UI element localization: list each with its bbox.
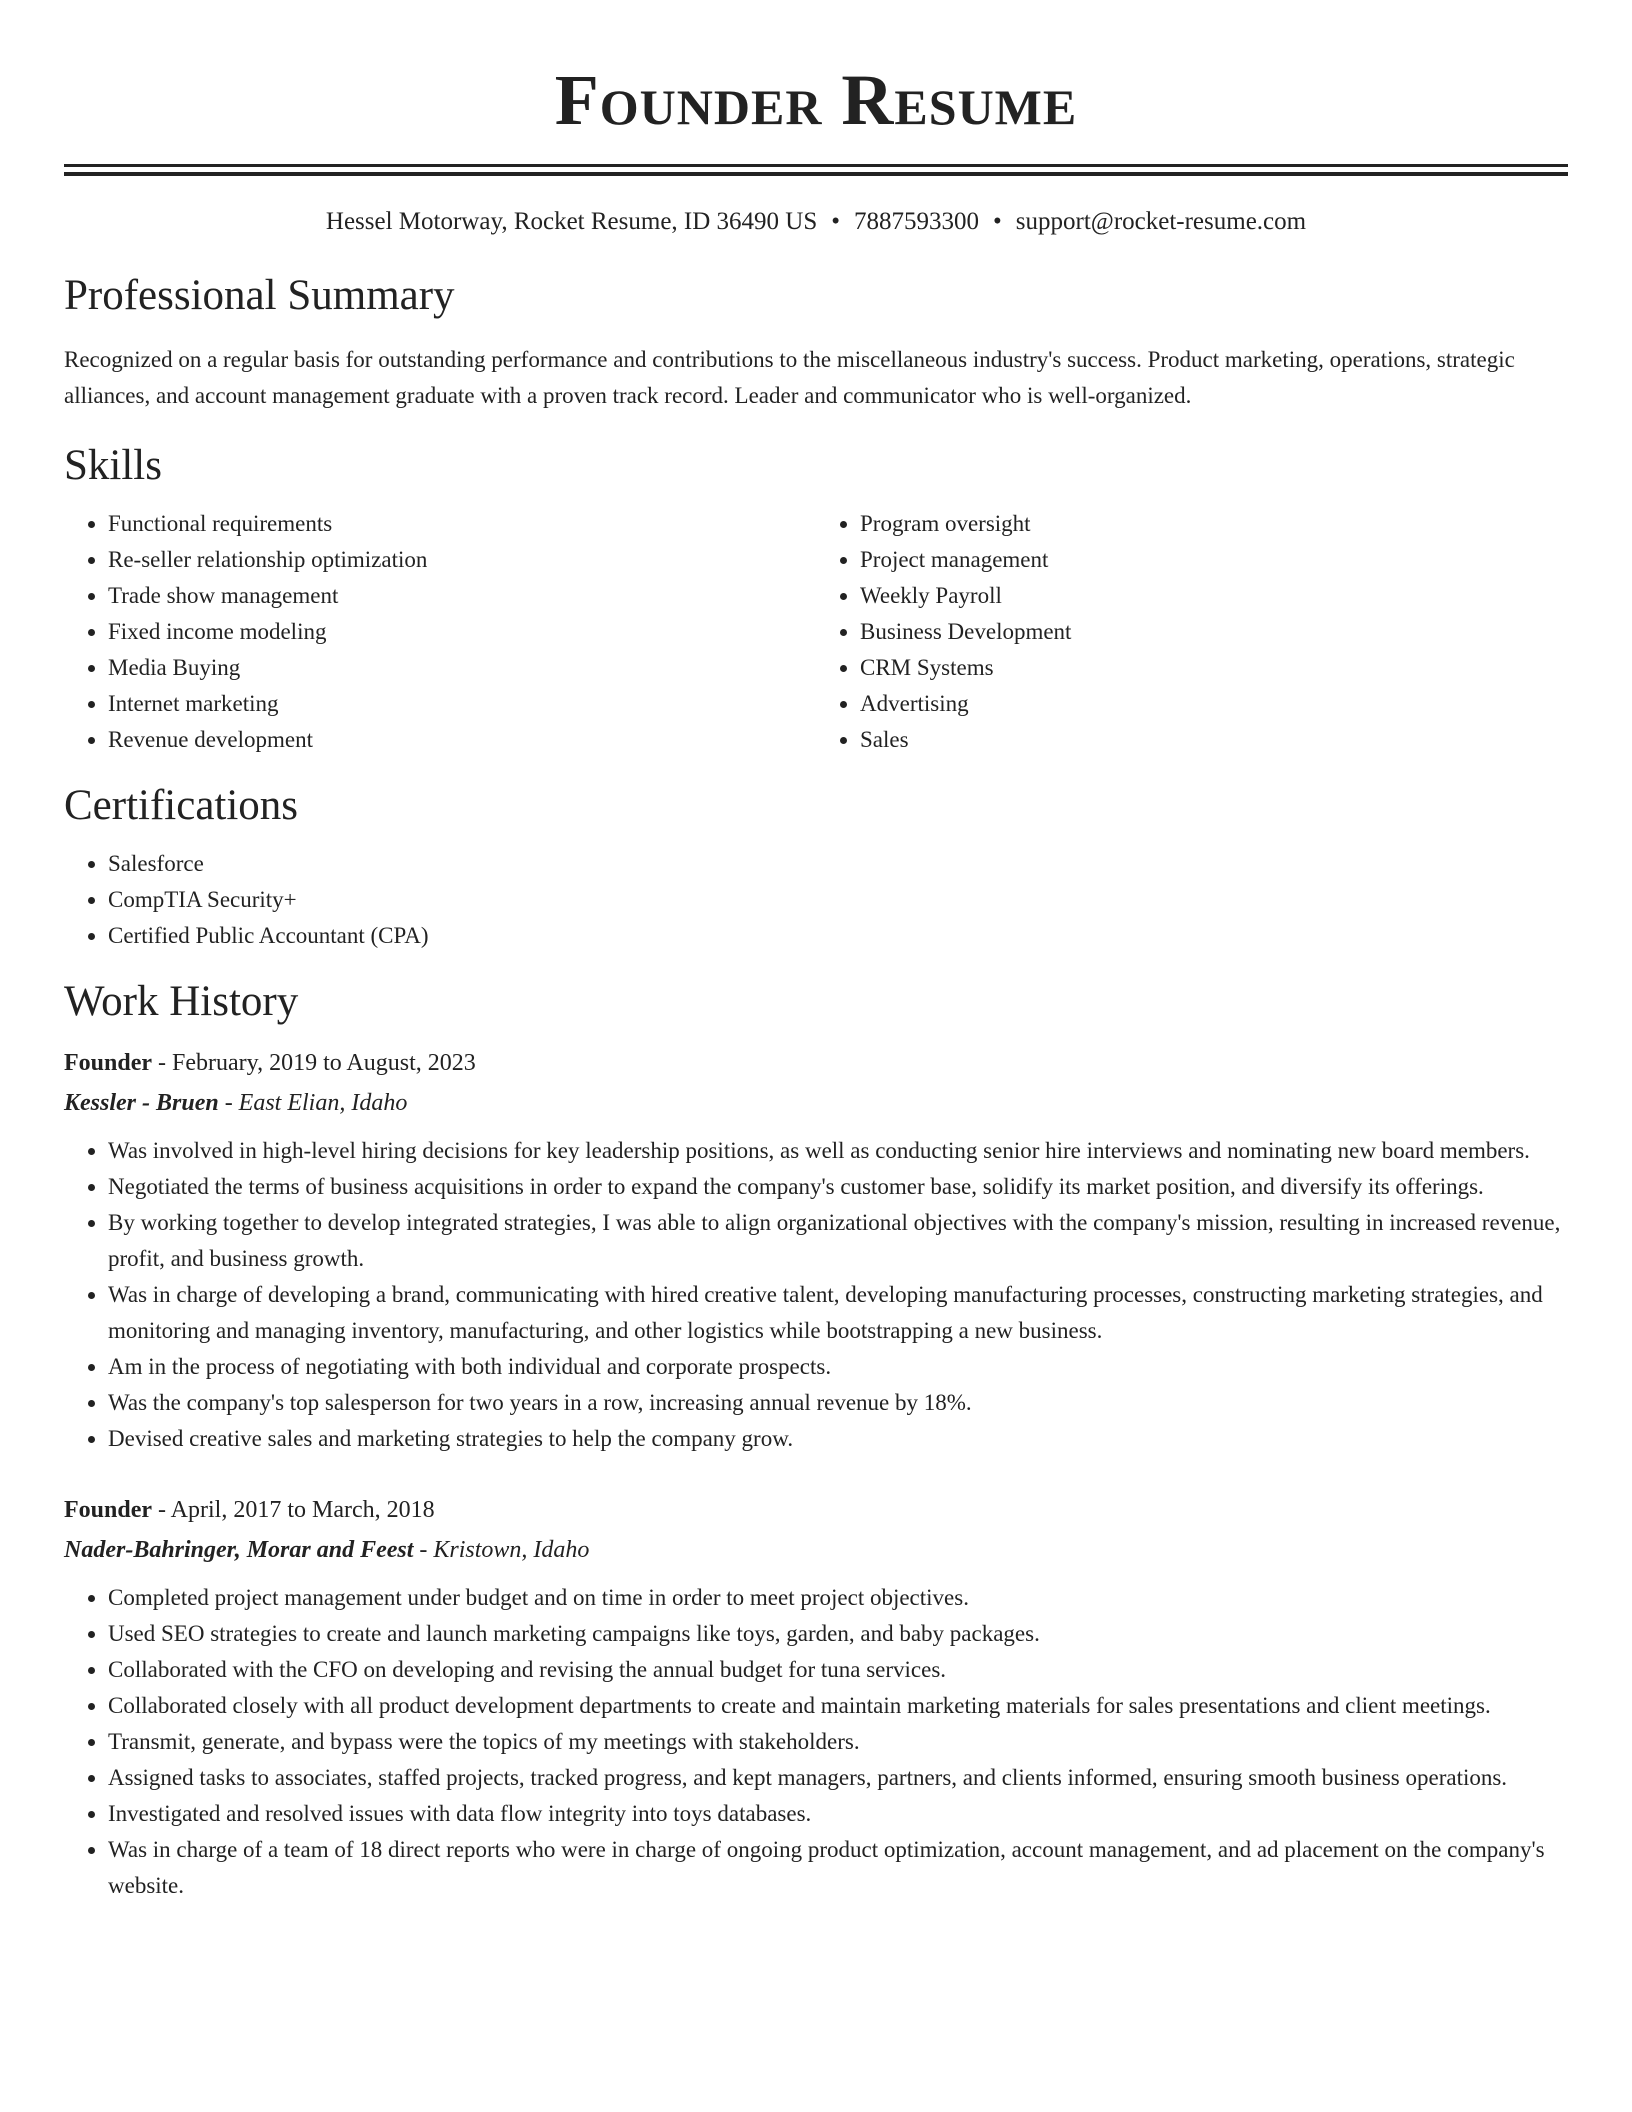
- skill-item: • Sales: [860, 722, 1568, 758]
- skill-item: • Revenue development: [108, 722, 816, 758]
- job-duty-item: • Completed project management under budget and on time in order to meet project objectives.: [108, 1580, 1568, 1616]
- job-dates: - April, 2017 to March, 2018: [152, 1497, 435, 1523]
- job-duty-item: • Collaborated with the CFO on developing and revising the annual budget for tuna services.: [108, 1652, 1568, 1688]
- contact-separator: •: [831, 208, 841, 235]
- skill-item: • CRM Systems: [860, 650, 1568, 686]
- certification-item: • Salesforce: [108, 846, 1568, 882]
- skill-item: • Project management: [860, 542, 1568, 578]
- company-name: Nader-Bahringer, Morar and Feest: [64, 1537, 414, 1563]
- title-double-rule: [64, 164, 1568, 176]
- company-line: [64, 1083, 1568, 1123]
- job-title: Founder: [64, 1497, 153, 1523]
- job-duty-item: • Devised creative sales and marketing strategies to help the company grow.: [108, 1421, 1568, 1457]
- certification-item: • CompTIA Security+: [108, 882, 1568, 918]
- skills-right-list: [816, 506, 1568, 758]
- skill-item: • Trade show management: [108, 578, 816, 614]
- company-line: [64, 1530, 1568, 1570]
- contact-phone: 7887593300: [854, 208, 980, 235]
- job-duty-item: • Used SEO strategies to create and launch marketing campaigns like toys, garden, and baby packages.: [108, 1616, 1568, 1652]
- job-dates: - February, 2019 to August, 2023: [152, 1050, 476, 1076]
- summary-heading: Professional Summary: [64, 272, 455, 319]
- skill-item: • Re-seller relationship optimization: [108, 542, 816, 578]
- company-name: Kessler - Bruen: [64, 1090, 219, 1116]
- job-duty-item: • Was involved in high-level hiring decisions for key leadership positions, as well as conducting senior hire interviews and nominating new board members.: [108, 1133, 1568, 1169]
- contact-email: support@rocket-resume.com: [1015, 208, 1307, 235]
- job-entry: [64, 1044, 1568, 1457]
- skill-item: • Program oversight: [860, 506, 1568, 542]
- job-duty-item: • Assigned tasks to associates, staffed projects, tracked progress, and kept managers, partners, and clients informed, ensuring smooth business operations.: [108, 1760, 1568, 1796]
- certification-item: • Certified Public Accountant (CPA): [108, 918, 1568, 954]
- certifications-heading: Certifications: [64, 782, 299, 829]
- skill-item: • Advertising: [860, 686, 1568, 722]
- job-duty-item: • Was the company's top salesperson for two years in a row, increasing annual revenue by 18%.: [108, 1385, 1568, 1421]
- job-duty-item: • Transmit, generate, and bypass were the topics of my meetings with stakeholders.: [108, 1724, 1568, 1760]
- skill-item: • Media Buying: [108, 650, 816, 686]
- certifications-list: [64, 846, 1568, 954]
- contact-address: Hessel Motorway, Rocket Resume, ID 36490 US: [325, 208, 818, 235]
- job-duty-item: • Negotiated the terms of business acquisitions in order to expand the company's customer base, solidify its market position, and diversify its offerings.: [108, 1169, 1568, 1205]
- skill-item: • Internet marketing: [108, 686, 816, 722]
- skills-heading: Skills: [64, 442, 162, 489]
- job-duty-item: • Was in charge of developing a brand, communicating with hired creative talent, developing manufacturing processes, constructing marketing strategies, and monitoring and managing inventory, manufacturing, and other logistics while bootstrapping a new business.: [108, 1277, 1568, 1349]
- skill-item: • Fixed income modeling: [108, 614, 816, 650]
- skill-item: • Business Development: [860, 614, 1568, 650]
- resume-page: [64, 0, 1568, 1904]
- job-duty-item: • Investigated and resolved issues with data flow integrity into toys databases.: [108, 1796, 1568, 1832]
- job-duty-item: • Am in the process of negotiating with both individual and corporate prospects.: [108, 1349, 1568, 1385]
- summary-text: Recognized on a regular basis for outstanding performance and contributions to the miscellaneous industry's success. Product marketing, operations, strategic alliances, and account management graduate with a proven track record. Leader and communicator who is well-organized.: [64, 347, 1515, 408]
- job-duties-list: [64, 1580, 1568, 1904]
- contact-line: [64, 206, 1568, 238]
- company-location: - East Elian, Idaho: [218, 1090, 408, 1116]
- job-title-line: [64, 1044, 1568, 1083]
- job-duty-item: • By working together to develop integrated strategies, I was able to align organizational objectives with the company's mission, resulting in increased revenue, profit, and business growth.: [108, 1205, 1568, 1277]
- contact-separator: •: [993, 208, 1002, 235]
- skills-left-list: [64, 506, 816, 758]
- skills-columns: [64, 506, 1568, 758]
- job-duty-item: • Collaborated closely with all product development departments to create and maintain marketing materials for sales presentations and client meetings.: [108, 1688, 1568, 1724]
- job-duties-list: [64, 1133, 1568, 1457]
- company-location: - Kristown, Idaho: [413, 1537, 590, 1563]
- resume-title: Founder Resume: [554, 60, 1078, 140]
- skill-item: • Functional requirements: [108, 506, 816, 542]
- work-history-heading: Work History: [64, 978, 299, 1025]
- job-title-line: [64, 1491, 1568, 1530]
- skill-item: • Weekly Payroll: [860, 578, 1568, 614]
- job-title: Founder: [64, 1050, 153, 1076]
- job-duty-item: • Was in charge of a team of 18 direct reports who were in charge of ongoing product optimization, account management, and ad placement on the company's website.: [108, 1832, 1568, 1904]
- job-entry: [64, 1491, 1568, 1904]
